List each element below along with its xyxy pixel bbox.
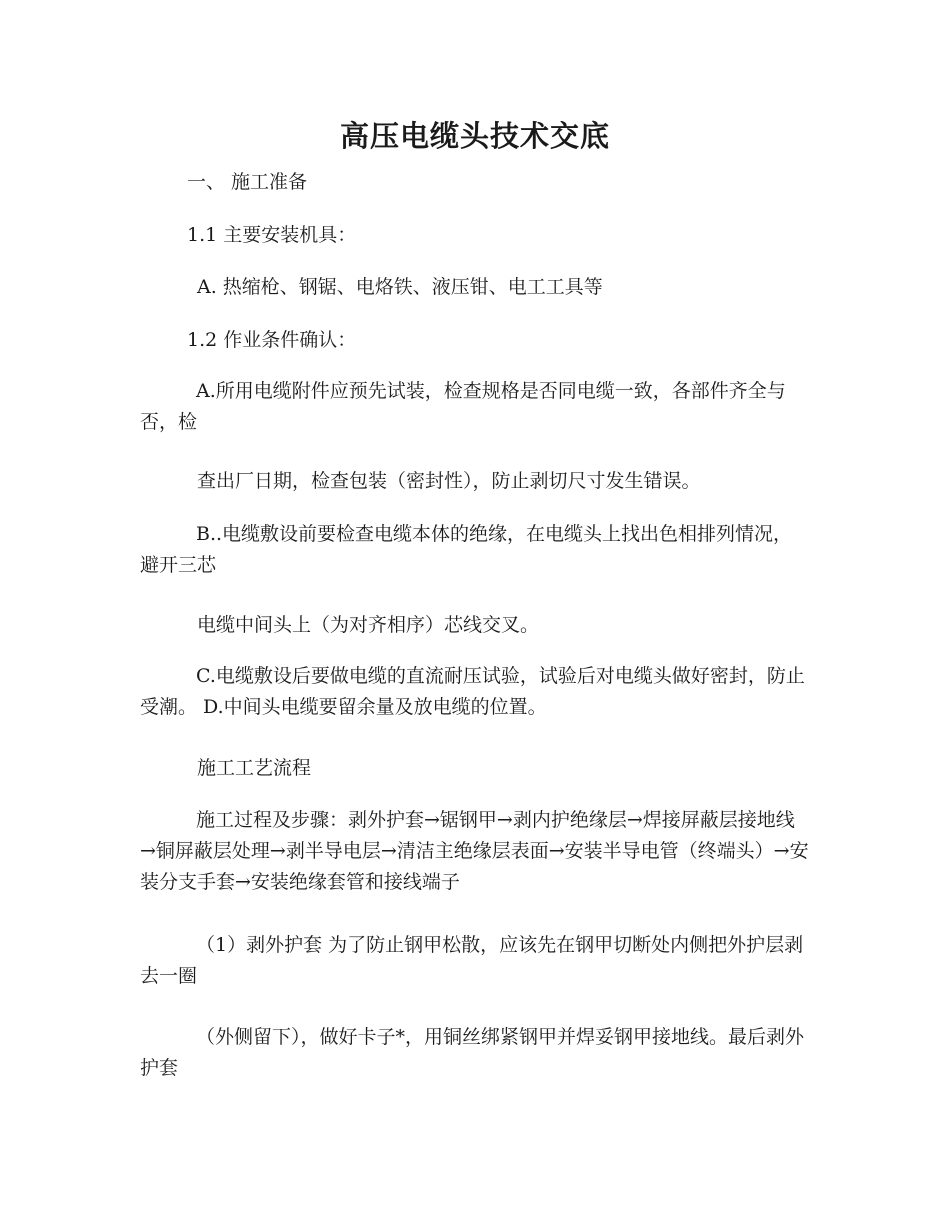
condition-a-continuation: 查出厂日期，检查包装（密封性），防止剥切尺寸发生错误。	[197, 470, 701, 492]
step1-paragraph: （1）剥外护套 为了防止钢甲松散，应该先在钢甲切断处内侧把外护层剥去一圈	[140, 934, 804, 987]
tools-list: A. 热缩枪、钢锯、电烙铁、液压钳、电工工具等	[197, 276, 603, 298]
condition-b-paragraph: B..电缆敷设前要检查电缆本体的绝缘，在电缆头上找出色相排列情况，避开三芯	[140, 523, 793, 576]
condition-c-paragraph: C.电缆敷设后要做电缆的直流耐压试验，试验后对电缆头做好密封，防止受潮。 D.中间头电缆要留余量及放电缆的位置。	[140, 665, 805, 718]
subheading-work-conditions: 1.2 作业条件确认：	[187, 329, 357, 351]
condition-a-paragraph: A.所用电缆附件应预先试装，检查规格是否同电缆一致，各部件齐全与否，检	[140, 380, 786, 433]
condition-b-continuation: 电缆中间头上（为对齐相序）芯线交叉。	[197, 614, 540, 636]
subheading-main-tools: 1.1 主要安装机具：	[187, 224, 357, 246]
document-title: 高压电缆头技术交底	[339, 119, 610, 153]
process-heading: 施工工艺流程	[197, 757, 312, 779]
process-steps-paragraph: 施工过程及步骤：剥外护套→锯钢甲→剥内护绝缘层→焊接屏蔽层接地线→铜屏蔽层处理→剥半导电层→清洁主绝缘层表面→安装半导电管（终端头）→安装分支手套→安装绝缘套管和接线端子	[140, 809, 809, 893]
section-heading-preparation: 一、 施工准备	[187, 171, 308, 193]
step1-continuation: （外侧留下），做好卡子*，用铜丝绑紧钢甲并焊妥钢甲接地线。最后剥外护套	[140, 1026, 805, 1079]
